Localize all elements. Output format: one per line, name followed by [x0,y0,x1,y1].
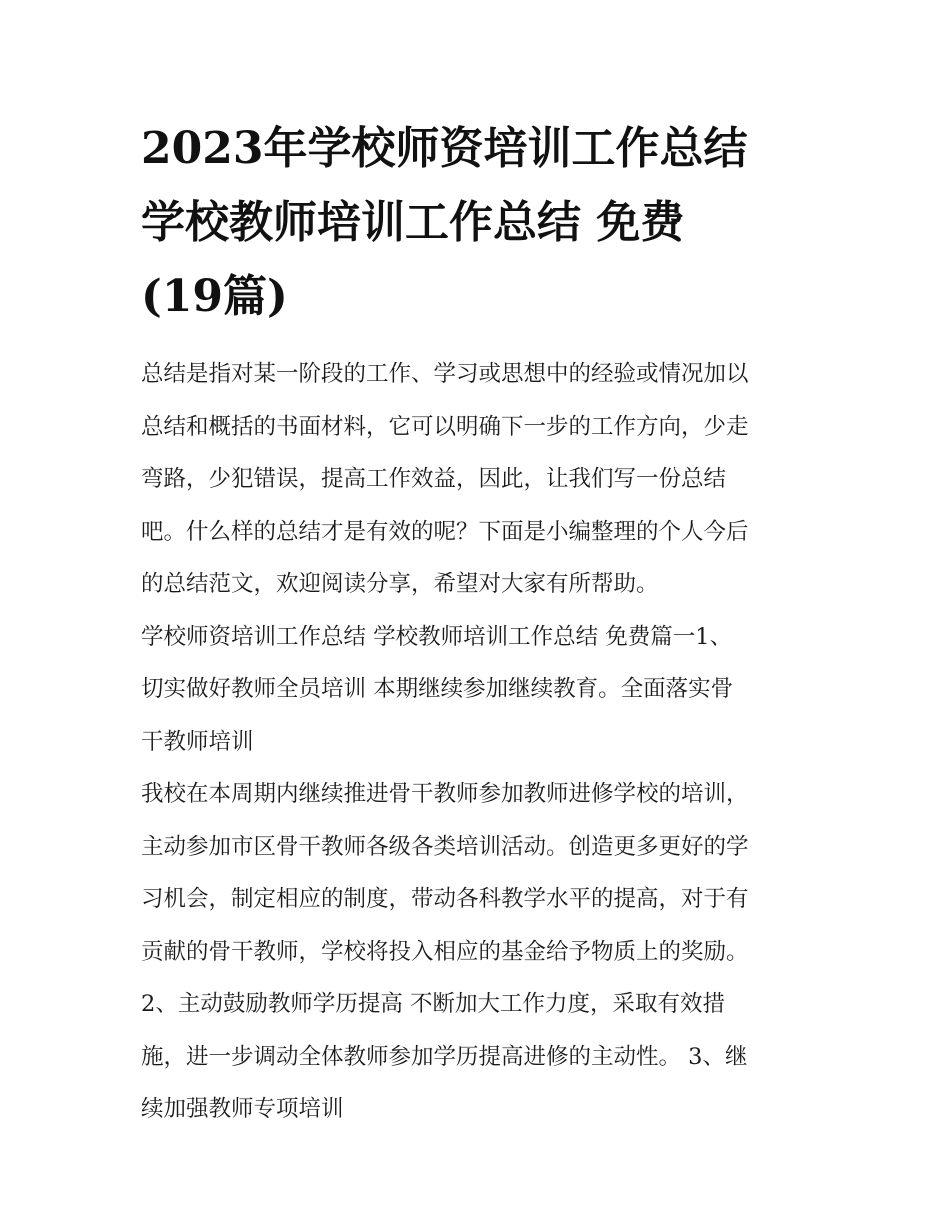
text-line: 吧。什么样的总结才是有效的呢？下面是小编整理的个人今后 [141,518,749,545]
document-title [141,112,813,334]
text-line: 2、主动鼓励教师学历提高 不断加大工作力度，采取有效措 [141,991,725,1017]
text-line: 干教师培训 [141,728,254,755]
text-line: 主动参加市区骨干教师各级各类培训活动。创造更多更好的学 [141,833,749,860]
text-line: 续加强教师专项培训 [141,1096,344,1122]
text-line: 弯路，少犯错误，提高工作效益，因此，让我们写一份总结 [141,466,727,492]
body-paragraph [141,978,813,1136]
title-line-1: 2023年学校师资培训工作总结 [141,123,748,174]
body-paragraph [141,768,813,978]
text-line: 的总结范文，欢迎阅读分享，希望对大家有所帮助。 [141,571,659,597]
text-line: 我校在本周期内继续推进骨干教师参加教师进修学校的培训， [141,781,749,807]
text-line: 切实做好教师全员培训 本期继续参加继续教育。全面落实骨 [141,676,734,702]
text-line: 学校师资培训工作总结 学校教师培训工作总结 免费篇一1、 [141,623,733,650]
text-line: 总结和概括的书面材料，它可以明确下一步的工作方向，少走 [141,413,749,440]
text-line: 贡献的骨干教师，学校将投入相应的基金给予物质上的奖励。 [141,938,749,965]
text-line: 习机会，制定相应的制度，带动各科教学水平的提高，对于有 [141,886,749,912]
title-line-2: 学校教师培训工作总结 免费 [141,197,685,248]
title-line-3: (19篇) [141,271,288,322]
text-line: 总结是指对某一阶段的工作、学习或思想中的经验或情况加以 [141,361,749,387]
intro-paragraph [141,348,813,611]
document-body [141,112,813,1136]
section-heading-paragraph [141,611,813,769]
text-line: 施，进一步调动全体教师参加学历提高进修的主动性。 3、继 [141,1043,748,1070]
